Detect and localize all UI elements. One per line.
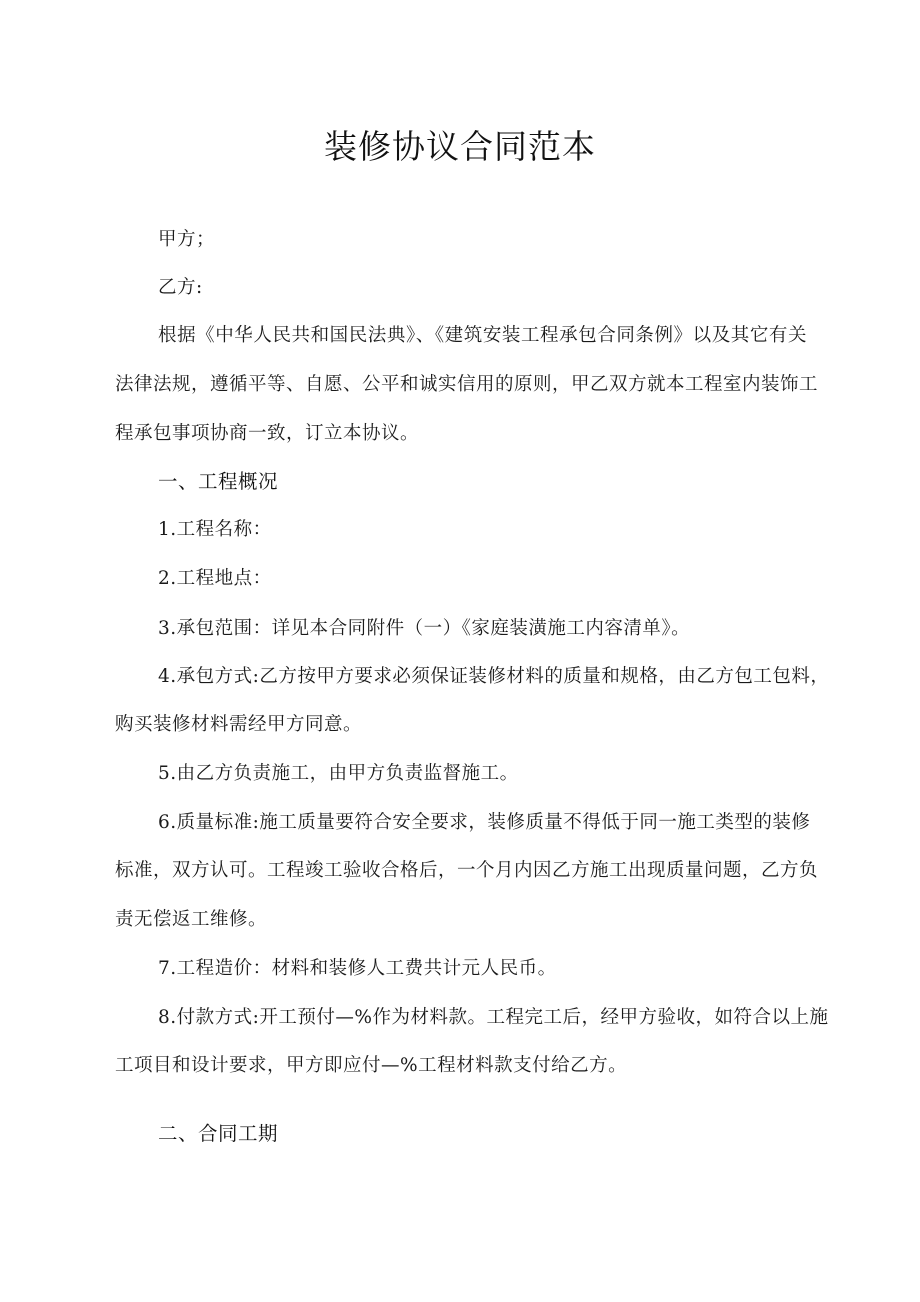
- clause-1: 1.工程名称：: [158, 519, 272, 540]
- clause-6-line-3: 责无偿返工维修。: [115, 909, 268, 930]
- preamble-line-3: 程承包事项协商一致，订立本协议。: [115, 423, 420, 444]
- clause-4-line-2: 购买装修材料需经甲方同意。: [115, 714, 363, 735]
- section-1-heading: 一、工程概况: [158, 470, 279, 493]
- clause-6-line-2: 标准，双方认可。工程竣工验收合格后，一个月内因乙方施工出现质量问题，乙方负: [115, 860, 819, 881]
- clause-3: 3.承包范围：详见本合同附件（一）《家庭装潢施工内容清单》。: [158, 618, 691, 639]
- preamble-line-2: 法律法规，遵循平等、自愿、公平和诚实信用的原则，甲乙双方就本工程室内装饰工: [115, 374, 819, 395]
- clause-2: 2.工程地点：: [158, 568, 272, 589]
- section-2-heading: 二、合同工期: [158, 1122, 279, 1145]
- party-b-line: 乙方:: [158, 277, 203, 298]
- clause-5: 5.由乙方负责施工，由甲方负责监督施工。: [158, 763, 519, 784]
- clause-6-line-1: 6.质量标准:施工质量要符合安全要求，装修质量不得低于同一施工类型的装修: [158, 812, 811, 833]
- clause-8-line-1: 8.付款方式:开工预付—%作为材料款。工程完工后，经甲方验收，如符合以上施: [158, 1007, 829, 1028]
- clause-4-line-1: 4.承包方式:乙方按甲方要求必须保证装修材料的质量和规格，由乙方包工包料，: [158, 666, 830, 687]
- preamble-line-1: 根据《中华人民共和国民法典》、《建筑安装工程承包合同条例》以及其它有关: [158, 325, 807, 346]
- clause-7: 7.工程造价：材料和装修人工费共计元人民币。: [158, 958, 557, 979]
- clause-8-line-2: 工项目和设计要求，甲方即应付—%工程材料款支付给乙方。: [115, 1055, 628, 1076]
- party-a-line: 甲方；: [158, 229, 216, 250]
- document-title: 装修协议合同范本: [324, 127, 596, 166]
